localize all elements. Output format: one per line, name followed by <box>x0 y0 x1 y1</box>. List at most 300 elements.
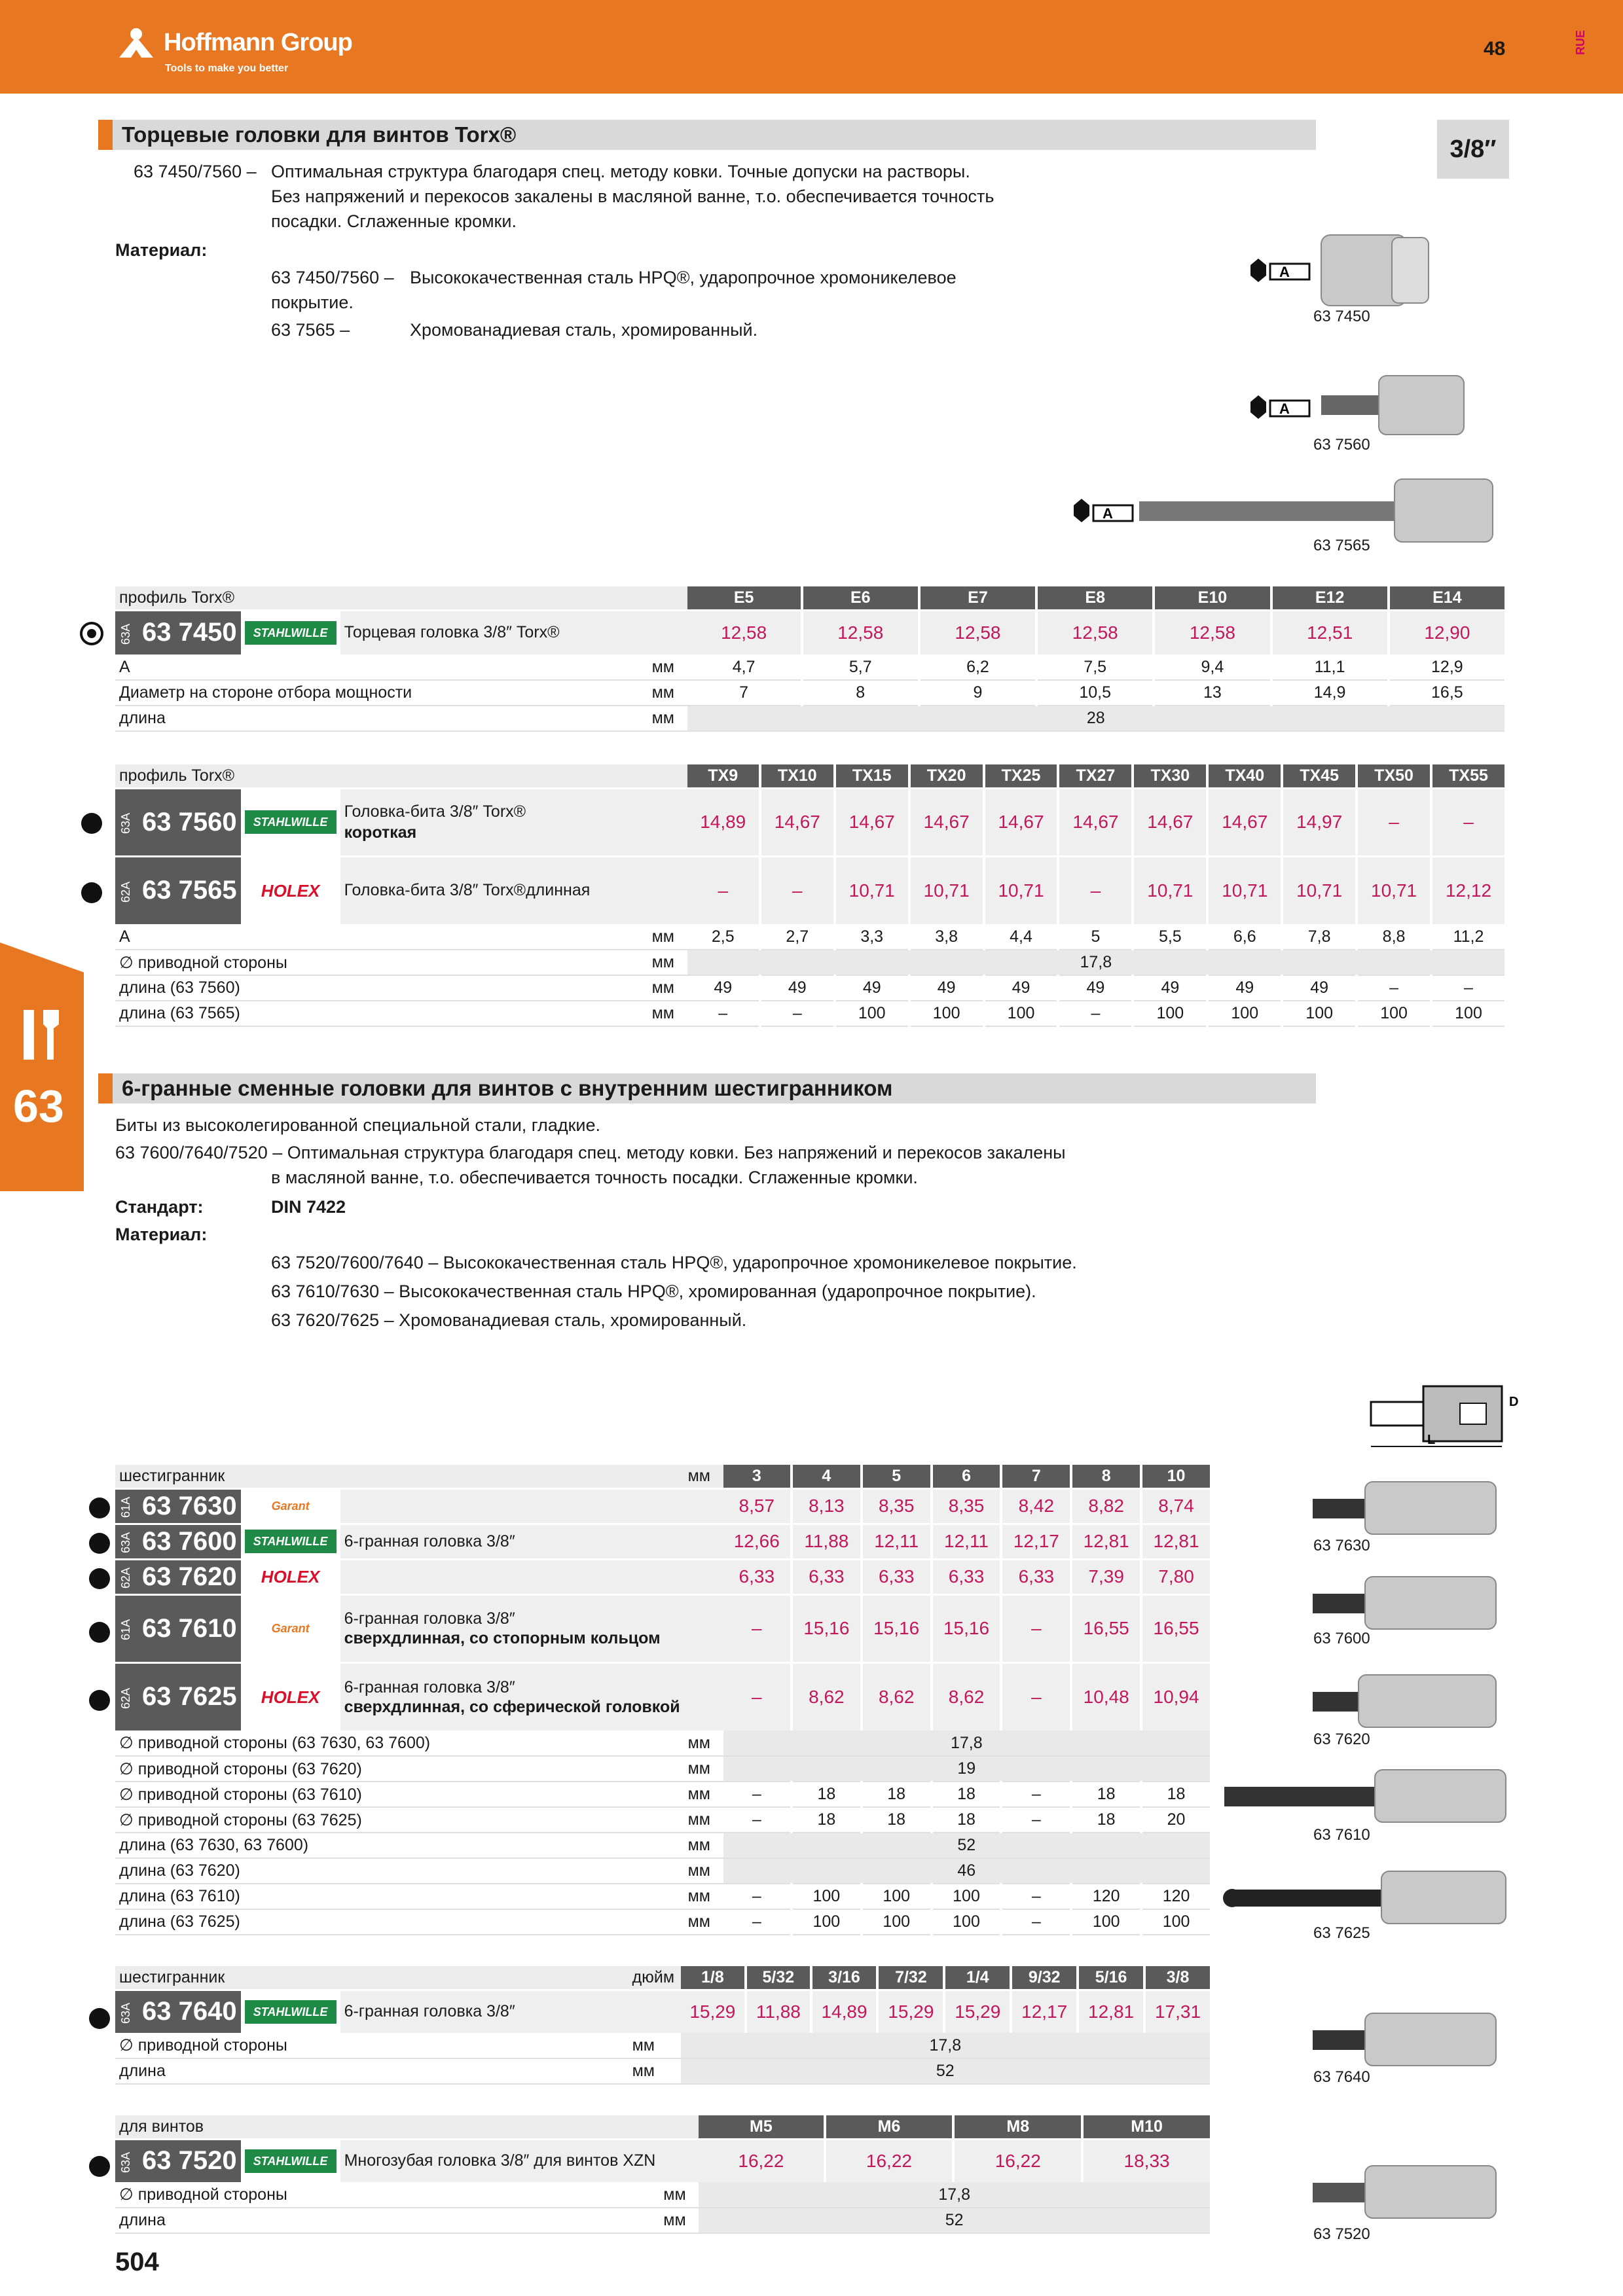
image-caption: 63 7630 <box>1313 1537 1370 1554</box>
unit: мм <box>684 1909 723 1935</box>
size-header: 3 <box>723 1465 792 1488</box>
spec-value: 100 <box>1282 1001 1357 1026</box>
product-row[interactable] <box>115 1990 1211 2033</box>
dim-l-label: L <box>1427 1433 1436 1447</box>
torx-socket-table <box>115 586 1507 732</box>
spec-label: длина (63 7625) <box>115 1909 684 1935</box>
price: 12,58 <box>1036 610 1154 655</box>
unit: мм <box>684 1756 723 1782</box>
price: 10,71 <box>984 856 1059 924</box>
article-number: 63 7600 <box>142 1526 237 1556</box>
spec-value: – <box>1058 1001 1133 1026</box>
spec-value: 18 <box>862 1782 932 1807</box>
spec-value: 100 <box>792 1909 862 1935</box>
price: 14,67 <box>1133 788 1207 856</box>
spec-label: A <box>115 655 648 680</box>
price: 15,16 <box>792 1594 862 1662</box>
spec-value: 7 <box>687 680 802 706</box>
spec-value: 14,9 <box>1271 680 1389 706</box>
price: 6,33 <box>932 1559 1002 1594</box>
product-row[interactable] <box>115 856 1506 924</box>
price: 12,58 <box>687 610 802 655</box>
spec-value: – <box>723 1807 792 1833</box>
size-header: M5 <box>699 2115 824 2139</box>
hex-filled-icon <box>86 2005 113 2032</box>
size-header: 5/32 <box>746 1966 811 1990</box>
unit: мм <box>659 2208 699 2233</box>
material-code: 63 7565 – <box>271 320 350 340</box>
spec-value: 6,6 <box>1207 924 1282 950</box>
hex-socket-637610-image <box>1218 1767 1512 1826</box>
size-header: TX15 <box>835 764 909 788</box>
size-header: E5 <box>687 586 802 610</box>
spec-value: 17,8 <box>723 1731 1211 1756</box>
price: 8,82 <box>1071 1488 1141 1524</box>
spec-label: ∅ приводной стороны (63 7610) <box>115 1782 684 1807</box>
size-header: E8 <box>1036 586 1154 610</box>
spec-value: 20 <box>1141 1807 1211 1833</box>
spec-label: длина <box>115 2208 659 2233</box>
xzn-socket-table <box>115 2115 1213 2234</box>
bit-socket-637560-image <box>1244 373 1519 439</box>
spec-value: 100 <box>932 1909 1002 1935</box>
product-row[interactable] <box>115 1488 1211 1524</box>
product-description: Торцевая головка 3/8″ Torx® <box>340 610 648 655</box>
spec-value: 100 <box>862 1909 932 1935</box>
torx-bit-table <box>115 764 1507 1027</box>
spec-value: – <box>1001 1807 1071 1833</box>
price: 12,17 <box>1001 1524 1071 1559</box>
catalog-page-code: 62A <box>119 881 132 903</box>
price: 8,35 <box>932 1488 1002 1524</box>
product-description: 6-гранная головка 3/8″ <box>344 1609 515 1628</box>
size-header: 6 <box>932 1465 1002 1488</box>
spec-value: 2,5 <box>687 924 760 950</box>
profile-label: шестигранник <box>115 1966 629 1990</box>
image-caption: 63 7520 <box>1313 2225 1370 2243</box>
hex-socket-637630-image <box>1306 1479 1509 1538</box>
spec-value: 100 <box>1357 1001 1431 1026</box>
size-header: TX10 <box>760 764 835 788</box>
unit: мм <box>648 950 687 975</box>
price: 15,29 <box>877 1990 944 2033</box>
spec-value: 49 <box>1133 975 1207 1001</box>
price: 10,94 <box>1141 1662 1211 1731</box>
xzn-socket-637520-image <box>1306 2163 1509 2222</box>
size-header: E12 <box>1271 586 1389 610</box>
price: 10,71 <box>1282 856 1357 924</box>
page-number: 504 <box>115 2248 159 2276</box>
spec-value: 100 <box>835 1001 909 1026</box>
price: 12,51 <box>1271 610 1389 655</box>
size-header: M10 <box>1082 2115 1211 2139</box>
article-number: 63 7610 <box>142 1613 237 1643</box>
image-caption: 63 7450 <box>1313 308 1370 325</box>
hex-filled-icon <box>86 1530 113 1556</box>
price: 14,89 <box>811 1990 878 2033</box>
spec-label: длина <box>115 706 648 731</box>
price: 12,11 <box>862 1524 932 1559</box>
price: 12,66 <box>723 1524 792 1559</box>
image-caption: 63 7565 <box>1313 537 1370 554</box>
spec-value: 49 <box>1207 975 1282 1001</box>
price: 12,17 <box>1011 1990 1078 2033</box>
price: 14,89 <box>687 788 760 856</box>
spec-value: 7,8 <box>1282 924 1357 950</box>
spec-value: – <box>1001 1782 1071 1807</box>
material-text: 63 7620/7625 – Хромованадиевая сталь, хромированный. <box>271 1310 747 1330</box>
spec-value: – <box>1001 1909 1071 1935</box>
spec-value: 11,2 <box>1431 924 1506 950</box>
product-row[interactable] <box>115 1662 1211 1731</box>
spec-value: 4,7 <box>687 655 802 680</box>
spec-value: 2,7 <box>760 924 835 950</box>
standard-label: Стандарт: <box>115 1197 204 1217</box>
price: 15,29 <box>944 1990 1011 2033</box>
intro-line: Без напряжений и перекосов закалены в масляной ванне, т.о. обеспечивается точность <box>271 187 994 206</box>
spec-value: 18 <box>792 1782 862 1807</box>
dim-a-label: A <box>1279 401 1290 417</box>
spec-value: 18 <box>932 1807 1002 1833</box>
unit: мм <box>684 1807 723 1833</box>
price: 17,31 <box>1144 1990 1211 2033</box>
brand-logo: STAHLWILLE <box>245 2000 337 2024</box>
spec-value: 49 <box>909 975 984 1001</box>
unit: мм <box>684 1858 723 1884</box>
size-header: TX55 <box>1431 764 1506 788</box>
price: 15,16 <box>862 1594 932 1662</box>
price: – <box>760 856 835 924</box>
spec-value: 100 <box>984 1001 1059 1026</box>
hoffmann-logo-icon <box>117 25 156 59</box>
spec-label: A <box>115 924 648 950</box>
size-header: 9/32 <box>1011 1966 1078 1990</box>
brand-logo: STAHLWILLE <box>245 1530 337 1553</box>
price: 7,39 <box>1071 1559 1141 1594</box>
product-description: Головка-бита 3/8″ Torx®длинная <box>340 856 648 924</box>
spec-value: 46 <box>723 1858 1211 1884</box>
spec-value: 49 <box>835 975 909 1001</box>
torx-filled-icon <box>79 810 105 836</box>
price: 6,33 <box>723 1559 792 1594</box>
intro-code: 63 7450/7560 – <box>134 162 257 181</box>
spec-value: 49 <box>984 975 1059 1001</box>
spec-value: 8,8 <box>1357 924 1431 950</box>
catalog-page-code: 63A <box>119 812 132 834</box>
size-header: TX30 <box>1133 764 1207 788</box>
price: 8,35 <box>862 1488 932 1524</box>
brand-name: Hoffmann Group <box>164 29 352 56</box>
product-row[interactable] <box>115 610 1506 655</box>
size-header: TX45 <box>1282 764 1357 788</box>
spec-label: Диаметр на стороне отбора мощности <box>115 680 648 706</box>
intro-line: 63 7600/7640/7520 – Оптимальная структура благодаря спец. методу ковки. Без напряжений и перекосов закалены <box>115 1143 1066 1162</box>
spec-value: 6,2 <box>919 655 1036 680</box>
price: 12,90 <box>1389 610 1506 655</box>
spec-value: 100 <box>1207 1001 1282 1026</box>
spec-value: 100 <box>862 1884 932 1909</box>
spec-value: – <box>1001 1884 1071 1909</box>
spec-value: – <box>760 1001 835 1026</box>
spec-value: 17,8 <box>687 950 1506 975</box>
spec-label: длина <box>115 2058 629 2084</box>
price: – <box>723 1594 792 1662</box>
intro-line: посадки. Сглаженные кромки. <box>271 211 517 231</box>
price: 15,16 <box>932 1594 1002 1662</box>
article-number: 63 7565 <box>142 876 237 905</box>
catalog-page-code: 63A <box>119 2151 132 2173</box>
spec-value: 4,4 <box>984 924 1059 950</box>
dim-a-label: A <box>1279 264 1290 280</box>
unit: мм <box>648 1001 687 1026</box>
material-text: Высококачественная сталь HPQ®, ударопрочное хромоникелевое <box>410 268 957 287</box>
spec-value: – <box>723 1884 792 1909</box>
top-page-number: 48 <box>1484 38 1506 60</box>
spec-value: 18 <box>1071 1782 1141 1807</box>
chapter-tab <box>0 942 84 1191</box>
spec-value: – <box>1357 975 1431 1001</box>
hex-filled-icon <box>86 1619 113 1645</box>
product-description: Головка-бита 3/8″ Torx® <box>344 802 526 821</box>
spec-label: длина (63 7610) <box>115 1884 684 1909</box>
material-text: покрытие. <box>271 293 354 312</box>
article-number: 63 7630 <box>142 1491 237 1520</box>
size-header: E10 <box>1154 586 1271 610</box>
price: 14,67 <box>1207 788 1282 856</box>
price: 12,81 <box>1071 1524 1141 1559</box>
size-header: 8 <box>1071 1465 1141 1488</box>
product-description: 6-гранная головка 3/8″ <box>344 1677 515 1696</box>
spec-label: ∅ приводной стороны <box>115 950 648 975</box>
hex-inch-table <box>115 1966 1213 2085</box>
unit: мм <box>684 1465 723 1488</box>
price: 8,57 <box>723 1488 792 1524</box>
price: 16,55 <box>1141 1594 1211 1662</box>
size-header: 3/8 <box>1144 1966 1211 1990</box>
size-header: TX27 <box>1058 764 1133 788</box>
price: 12,58 <box>1154 610 1271 655</box>
spec-label: длина (63 7630, 63 7600) <box>115 1833 684 1858</box>
catalog-page-code: 61A <box>119 1496 132 1518</box>
hex-filled-icon <box>86 1687 113 1713</box>
brand-tagline: Tools to make you better <box>165 63 289 74</box>
catalog-page-code: 61A <box>119 1619 132 1640</box>
price: 8,74 <box>1141 1488 1211 1524</box>
size-header: 10 <box>1141 1465 1211 1488</box>
spec-value: 100 <box>1071 1909 1141 1935</box>
unit: мм <box>659 2182 699 2208</box>
catalog-page-code: 62A <box>119 1567 132 1588</box>
price: 14,67 <box>835 788 909 856</box>
spec-value: 19 <box>723 1756 1211 1782</box>
size-header: 7 <box>1001 1465 1071 1488</box>
price: 11,88 <box>792 1524 862 1559</box>
product-row[interactable] <box>115 788 1506 856</box>
price: 12,58 <box>919 610 1036 655</box>
brand-logo: Garant <box>271 1499 310 1513</box>
price: 16,55 <box>1071 1594 1141 1662</box>
spec-value: 10,5 <box>1036 680 1154 706</box>
brand-logo: Garant <box>271 1622 310 1635</box>
spec-label: длина (63 7620) <box>115 1858 684 1884</box>
intro-line: в масляной ванне, т.о. обеспечивается точность посадки. Сглаженные кромки. <box>271 1168 918 1187</box>
article-number: 63 7450 <box>142 618 237 647</box>
bit-socket-637565-image <box>1067 476 1512 548</box>
unit: мм <box>684 1731 723 1756</box>
spec-value: 5 <box>1058 924 1133 950</box>
spec-label: ∅ приводной стороны <box>115 2033 629 2058</box>
material-text: 63 7520/7600/7640 – Высококачественная сталь HPQ®, ударопрочное хромоникелевое покрытие. <box>271 1253 1077 1272</box>
size-header: TX40 <box>1207 764 1282 788</box>
spec-value: 49 <box>1282 975 1357 1001</box>
size-header: M8 <box>953 2115 1082 2139</box>
image-caption: 63 7560 <box>1313 436 1370 454</box>
spec-value: 9,4 <box>1154 655 1271 680</box>
spec-value: – <box>687 1001 760 1026</box>
price: 12,11 <box>932 1524 1002 1559</box>
spec-value: 18 <box>862 1807 932 1833</box>
price: – <box>687 856 760 924</box>
price: – <box>723 1662 792 1731</box>
intro-line: Биты из высоколегированной специальной стали, гладкие. <box>115 1115 600 1135</box>
unit: мм <box>648 924 687 950</box>
spec-value: 18 <box>1071 1807 1141 1833</box>
product-variant: сверхдлинная, со сферической головкой <box>344 1697 680 1716</box>
hex-filled-icon <box>86 1495 113 1521</box>
drive-size-badge: 3/8″ <box>1437 120 1509 179</box>
size-header: 1/4 <box>944 1966 1011 1990</box>
product-variant: сверхдлинная, со стопорным кольцом <box>344 1629 661 1647</box>
price: 16,22 <box>953 2139 1082 2182</box>
product-row[interactable] <box>115 1594 1211 1662</box>
section-title-bar <box>98 1073 1316 1103</box>
hex-socket-637620-image <box>1306 1672 1509 1731</box>
hex-socket-637640-image <box>1306 2011 1509 2070</box>
spec-label: ∅ приводной стороны <box>115 2182 659 2208</box>
size-header: 5 <box>862 1465 932 1488</box>
spec-value: 11,1 <box>1271 655 1389 680</box>
price: 8,13 <box>792 1488 862 1524</box>
price: 14,67 <box>760 788 835 856</box>
price: – <box>1357 788 1431 856</box>
unit: мм <box>629 2033 681 2058</box>
price: 7,80 <box>1141 1559 1211 1594</box>
brand-logo: HOLEX <box>261 880 320 901</box>
price: – <box>1001 1662 1071 1731</box>
torx-outline-icon <box>79 620 105 647</box>
product-row[interactable] <box>115 2139 1211 2182</box>
spec-value: 8 <box>802 680 919 706</box>
standard-value: DIN 7422 <box>271 1197 346 1217</box>
catalog-page-code: 63A <box>119 623 132 645</box>
hex-socket-table <box>115 1465 1213 1935</box>
hex-socket-637625-image <box>1218 1869 1512 1928</box>
article-number: 63 7620 <box>142 1562 237 1591</box>
size-header: TX20 <box>909 764 984 788</box>
unit: дюйм <box>629 1966 681 1990</box>
product-description: 6-гранная головка 3/8″ <box>340 1990 629 2033</box>
image-caption: 63 7610 <box>1313 1826 1370 1844</box>
spec-value: 3,8 <box>909 924 984 950</box>
spec-value: 100 <box>932 1884 1002 1909</box>
spec-value: 5,5 <box>1133 924 1207 950</box>
spec-value: 16,5 <box>1389 680 1506 706</box>
price: 11,88 <box>746 1990 811 2033</box>
size-header: 4 <box>792 1465 862 1488</box>
image-caption: 63 7620 <box>1313 1731 1370 1748</box>
hex-filled-icon <box>86 1566 113 1592</box>
article-number: 63 7640 <box>142 1997 237 2026</box>
product-row[interactable] <box>115 1524 1211 1559</box>
spec-value: 13 <box>1154 680 1271 706</box>
spec-value: 18 <box>792 1807 862 1833</box>
price: 16,22 <box>699 2139 824 2182</box>
price: 10,71 <box>1357 856 1431 924</box>
brand-logo: HOLEX <box>261 1687 320 1707</box>
dimension-drawing <box>1362 1380 1519 1453</box>
price: 10,71 <box>835 856 909 924</box>
price: 6,33 <box>1001 1559 1071 1594</box>
section-title: 6-гранные сменные головки для винтов с внутренним шестигранником <box>122 1076 893 1100</box>
price: 10,48 <box>1071 1662 1141 1731</box>
image-caption: 63 7640 <box>1313 2068 1370 2086</box>
material-text: Хромованадиевая сталь, хромированный. <box>410 320 758 340</box>
price: – <box>1001 1594 1071 1662</box>
socket-637450-image <box>1244 232 1519 311</box>
catalog-page-code: 63A <box>119 2002 132 2024</box>
article-number: 63 7625 <box>142 1682 237 1712</box>
unit: мм <box>684 1782 723 1807</box>
spec-label: ∅ приводной стороны (63 7625) <box>115 1807 684 1833</box>
intro-line: Оптимальная структура благодаря спец. методу ковки. Точные допуски на растворы. <box>271 162 970 181</box>
price: 15,29 <box>681 1990 746 2033</box>
spec-value: 18 <box>932 1782 1002 1807</box>
size-header: TX25 <box>984 764 1059 788</box>
price: 8,62 <box>932 1662 1002 1731</box>
section-title-bar <box>98 120 1316 150</box>
catalog-page-code: 63A <box>119 1532 132 1553</box>
unit: мм <box>684 1833 723 1858</box>
spec-value: 52 <box>723 1833 1211 1858</box>
section-title: Торцевые головки для винтов Torx® <box>122 122 517 147</box>
dim-a-label: A <box>1103 505 1113 522</box>
price: 10,71 <box>909 856 984 924</box>
spec-label: ∅ приводной стороны (63 7620) <box>115 1756 684 1782</box>
spline-filled-icon <box>86 2153 113 2179</box>
price: 12,81 <box>1141 1524 1211 1559</box>
torx-filled-icon <box>79 880 105 906</box>
size-header: 5/16 <box>1078 1966 1144 1990</box>
brand-logo: STAHLWILLE <box>245 621 337 645</box>
unit: мм <box>629 2058 681 2084</box>
spec-value: 100 <box>792 1884 862 1909</box>
spec-value: 52 <box>699 2208 1211 2233</box>
brand-logo: STAHLWILLE <box>245 810 337 834</box>
price: 8,62 <box>862 1662 932 1731</box>
price: 6,33 <box>792 1559 862 1594</box>
spec-label: длина (63 7565) <box>115 1001 648 1026</box>
spec-value: 49 <box>687 975 760 1001</box>
size-header: E6 <box>802 586 919 610</box>
profile-label: профиль Torx® <box>115 764 648 788</box>
size-header: 3/16 <box>811 1966 878 1990</box>
size-header: 1/8 <box>681 1966 746 1990</box>
hex-socket-637600-image <box>1306 1574 1509 1633</box>
spec-value: – <box>723 1782 792 1807</box>
spec-value: 100 <box>1431 1001 1506 1026</box>
product-row[interactable] <box>115 1559 1211 1594</box>
price: – <box>1058 856 1133 924</box>
